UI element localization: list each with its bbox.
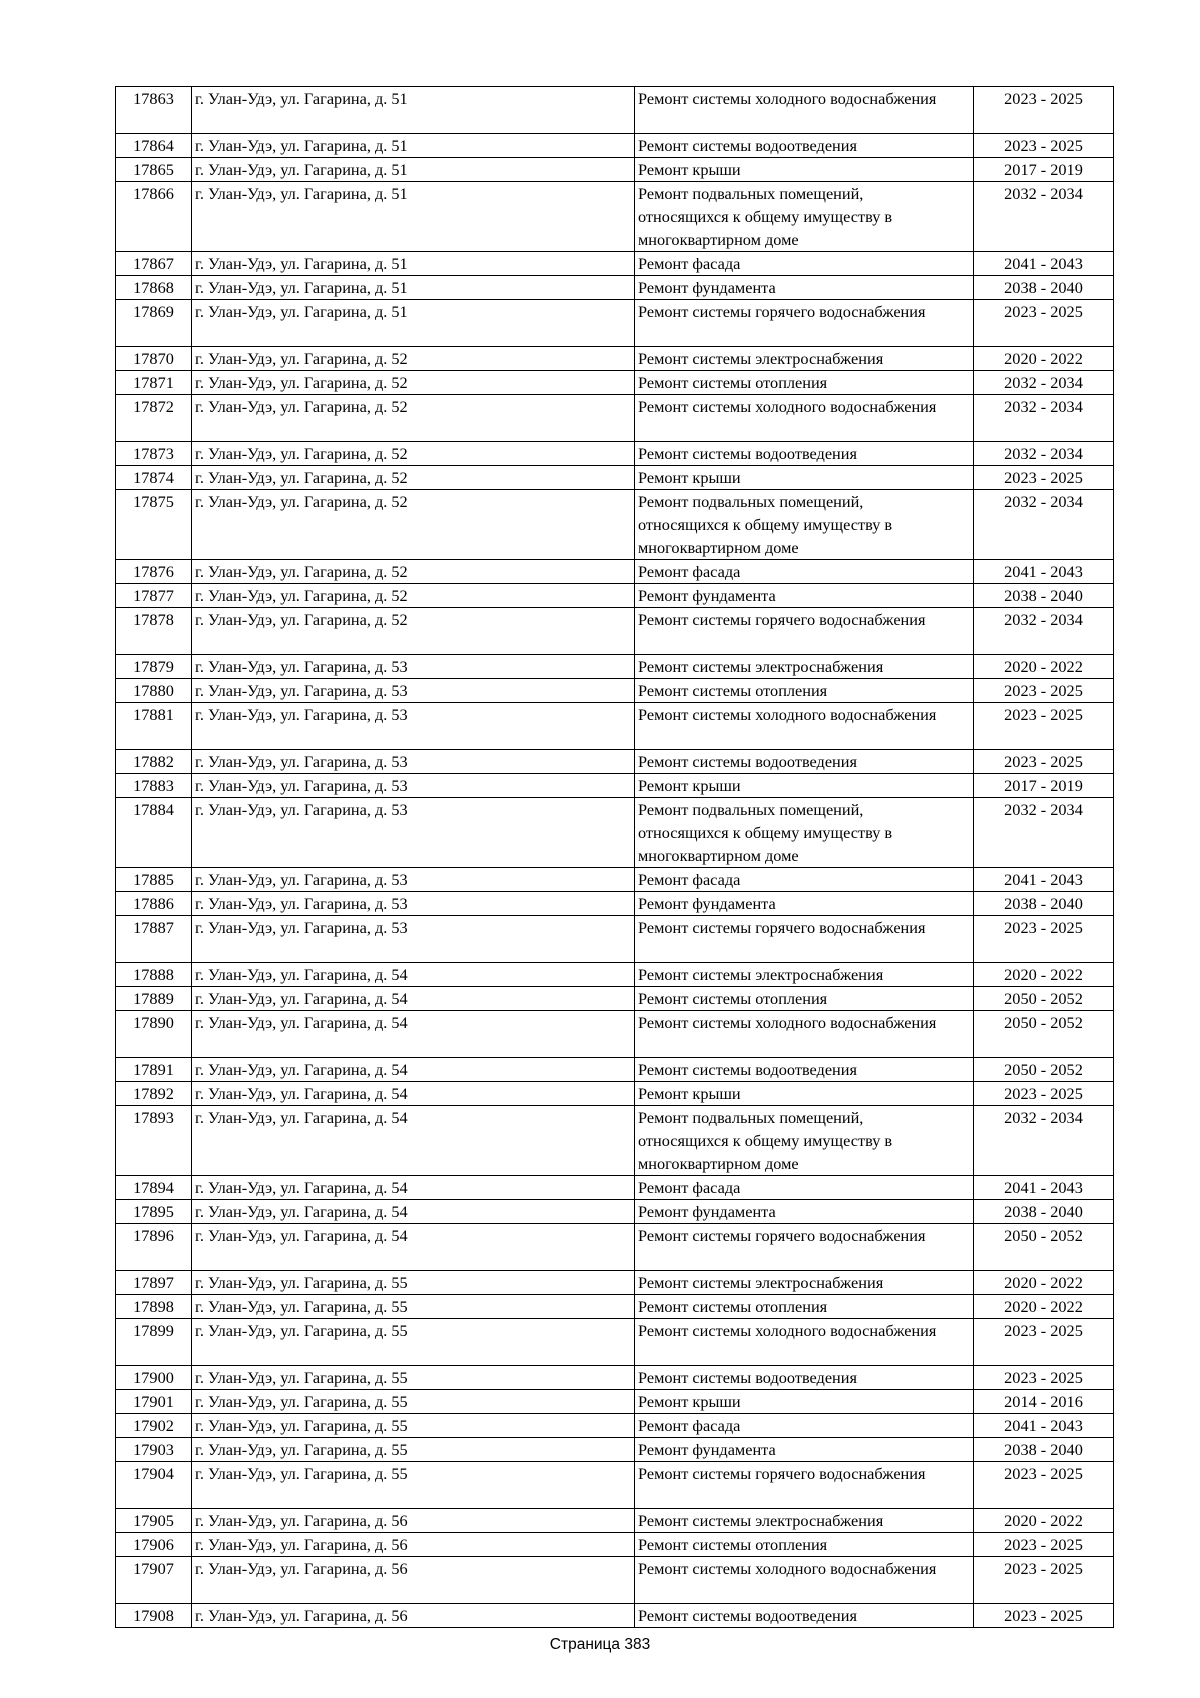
table-row [116, 1176, 1114, 1200]
table-row [116, 584, 1114, 608]
row-number-cell: 17866 [116, 182, 192, 252]
work-type-cell: Ремонт системы водоотведения [635, 1366, 974, 1390]
table-row [116, 300, 1114, 347]
address-cell: г. Улан-Удэ, ул. Гагарина, д. 54 [192, 1082, 635, 1106]
address-cell: г. Улан-Удэ, ул. Гагарина, д. 54 [192, 987, 635, 1011]
work-type-cell: Ремонт системы холодного водоснабжения [635, 395, 974, 442]
row-number-cell: 17869 [116, 300, 192, 347]
period-cell: 2032 - 2034 [974, 182, 1114, 252]
table-row [116, 1106, 1114, 1176]
address-cell: г. Улан-Удэ, ул. Гагарина, д. 53 [192, 655, 635, 679]
row-number-cell: 17902 [116, 1414, 192, 1438]
table-row [116, 1224, 1114, 1271]
address-cell: г. Улан-Удэ, ул. Гагарина, д. 52 [192, 466, 635, 490]
table-row [116, 868, 1114, 892]
work-type-cell: Ремонт фасада [635, 868, 974, 892]
table-row [116, 347, 1114, 371]
row-number-cell: 17884 [116, 798, 192, 868]
period-cell: 2020 - 2022 [974, 1271, 1114, 1295]
work-type-cell: Ремонт системы горячего водоснабжения [635, 300, 974, 347]
address-cell: г. Улан-Удэ, ул. Гагарина, д. 52 [192, 347, 635, 371]
work-type-cell: Ремонт подвальных помещений, относящихся к общему имуществу в многоквартирном доме [635, 1106, 974, 1176]
table-row [116, 1082, 1114, 1106]
row-number-cell: 17886 [116, 892, 192, 916]
address-cell: г. Улан-Удэ, ул. Гагарина, д. 51 [192, 182, 635, 252]
period-cell: 2020 - 2022 [974, 1509, 1114, 1533]
period-cell: 2038 - 2040 [974, 276, 1114, 300]
table-row [116, 134, 1114, 158]
period-cell: 2038 - 2040 [974, 1200, 1114, 1224]
address-cell: г. Улан-Удэ, ул. Гагарина, д. 55 [192, 1414, 635, 1438]
work-type-cell: Ремонт системы водоотведения [635, 134, 974, 158]
row-number-cell: 17880 [116, 679, 192, 703]
work-type-cell: Ремонт системы холодного водоснабжения [635, 1557, 974, 1604]
address-cell: г. Улан-Удэ, ул. Гагарина, д. 53 [192, 750, 635, 774]
table-row [116, 182, 1114, 252]
address-cell: г. Улан-Удэ, ул. Гагарина, д. 53 [192, 916, 635, 963]
row-number-cell: 17898 [116, 1295, 192, 1319]
table-row [116, 87, 1114, 134]
work-type-cell: Ремонт подвальных помещений, относящихся к общему имуществу в многоквартирном доме [635, 182, 974, 252]
table-row [116, 1509, 1114, 1533]
address-cell: г. Улан-Удэ, ул. Гагарина, д. 52 [192, 560, 635, 584]
table-row [116, 490, 1114, 560]
row-number-cell: 17863 [116, 87, 192, 134]
row-number-cell: 17890 [116, 1011, 192, 1058]
period-cell: 2041 - 2043 [974, 1414, 1114, 1438]
work-type-cell: Ремонт системы электроснабжения [635, 1271, 974, 1295]
row-number-cell: 17873 [116, 442, 192, 466]
row-number-cell: 17892 [116, 1082, 192, 1106]
period-cell: 2050 - 2052 [974, 987, 1114, 1011]
address-cell: г. Улан-Удэ, ул. Гагарина, д. 54 [192, 1176, 635, 1200]
table-row [116, 252, 1114, 276]
period-cell: 2032 - 2034 [974, 1106, 1114, 1176]
work-type-cell: Ремонт фасада [635, 560, 974, 584]
address-cell: г. Улан-Удэ, ул. Гагарина, д. 54 [192, 1106, 635, 1176]
row-number-cell: 17881 [116, 703, 192, 750]
work-type-cell: Ремонт системы отопления [635, 1295, 974, 1319]
work-type-cell: Ремонт системы электроснабжения [635, 963, 974, 987]
period-cell: 2023 - 2025 [974, 679, 1114, 703]
period-cell: 2032 - 2034 [974, 395, 1114, 442]
period-cell: 2023 - 2025 [974, 466, 1114, 490]
table-row [116, 703, 1114, 750]
table-row [116, 1366, 1114, 1390]
table-row [116, 679, 1114, 703]
address-cell: г. Улан-Удэ, ул. Гагарина, д. 52 [192, 608, 635, 655]
row-number-cell: 17885 [116, 868, 192, 892]
address-cell: г. Улан-Удэ, ул. Гагарина, д. 53 [192, 892, 635, 916]
work-type-cell: Ремонт подвальных помещений, относящихся к общему имуществу в многоквартирном доме [635, 490, 974, 560]
period-cell: 2032 - 2034 [974, 608, 1114, 655]
address-cell: г. Улан-Удэ, ул. Гагарина, д. 54 [192, 1058, 635, 1082]
address-cell: г. Улан-Удэ, ул. Гагарина, д. 51 [192, 252, 635, 276]
row-number-cell: 17889 [116, 987, 192, 1011]
work-type-cell: Ремонт системы холодного водоснабжения [635, 1319, 974, 1366]
table-row [116, 395, 1114, 442]
table-row [116, 608, 1114, 655]
table-row [116, 963, 1114, 987]
table-row [116, 892, 1114, 916]
work-type-cell: Ремонт фундамента [635, 276, 974, 300]
work-type-cell: Ремонт системы отопления [635, 679, 974, 703]
row-number-cell: 17871 [116, 371, 192, 395]
work-type-cell: Ремонт системы водоотведения [635, 442, 974, 466]
period-cell: 2020 - 2022 [974, 963, 1114, 987]
address-cell: г. Улан-Удэ, ул. Гагарина, д. 55 [192, 1319, 635, 1366]
row-number-cell: 17903 [116, 1438, 192, 1462]
period-cell: 2023 - 2025 [974, 1557, 1114, 1604]
work-type-cell: Ремонт фундамента [635, 584, 974, 608]
work-type-cell: Ремонт крыши [635, 1390, 974, 1414]
address-cell: г. Улан-Удэ, ул. Гагарина, д. 55 [192, 1390, 635, 1414]
period-cell: 2023 - 2025 [974, 134, 1114, 158]
row-number-cell: 17879 [116, 655, 192, 679]
row-number-cell: 17891 [116, 1058, 192, 1082]
row-number-cell: 17906 [116, 1533, 192, 1557]
address-cell: г. Улан-Удэ, ул. Гагарина, д. 55 [192, 1462, 635, 1509]
work-type-cell: Ремонт системы водоотведения [635, 750, 974, 774]
row-number-cell: 17872 [116, 395, 192, 442]
table-row [116, 1604, 1114, 1628]
work-type-cell: Ремонт крыши [635, 774, 974, 798]
table-row [116, 1462, 1114, 1509]
work-type-cell: Ремонт фундамента [635, 892, 974, 916]
row-number-cell: 17905 [116, 1509, 192, 1533]
row-number-cell: 17896 [116, 1224, 192, 1271]
work-type-cell: Ремонт фундамента [635, 1200, 974, 1224]
row-number-cell: 17887 [116, 916, 192, 963]
address-cell: г. Улан-Удэ, ул. Гагарина, д. 55 [192, 1271, 635, 1295]
row-number-cell: 17865 [116, 158, 192, 182]
address-cell: г. Улан-Удэ, ул. Гагарина, д. 51 [192, 158, 635, 182]
period-cell: 2032 - 2034 [974, 442, 1114, 466]
page-number: Страница 383 [549, 1636, 651, 1653]
table-row [116, 655, 1114, 679]
address-cell: г. Улан-Удэ, ул. Гагарина, д. 55 [192, 1366, 635, 1390]
table-row [116, 442, 1114, 466]
table-row [116, 371, 1114, 395]
period-cell: 2014 - 2016 [974, 1390, 1114, 1414]
table-row [116, 1414, 1114, 1438]
row-number-cell: 17901 [116, 1390, 192, 1414]
table-row [116, 1557, 1114, 1604]
row-number-cell: 17868 [116, 276, 192, 300]
table-row [116, 1319, 1114, 1366]
row-number-cell: 17888 [116, 963, 192, 987]
row-number-cell: 17904 [116, 1462, 192, 1509]
table-row [116, 916, 1114, 963]
table-row [116, 466, 1114, 490]
row-number-cell: 17882 [116, 750, 192, 774]
period-cell: 2023 - 2025 [974, 87, 1114, 134]
address-cell: г. Улан-Удэ, ул. Гагарина, д. 52 [192, 395, 635, 442]
table-row [116, 987, 1114, 1011]
table-row [116, 1058, 1114, 1082]
row-number-cell: 17899 [116, 1319, 192, 1366]
period-cell: 2020 - 2022 [974, 1295, 1114, 1319]
period-cell: 2050 - 2052 [974, 1224, 1114, 1271]
work-type-cell: Ремонт системы отопления [635, 371, 974, 395]
period-cell: 2020 - 2022 [974, 347, 1114, 371]
address-cell: г. Улан-Удэ, ул. Гагарина, д. 52 [192, 371, 635, 395]
work-type-cell: Ремонт системы холодного водоснабжения [635, 87, 974, 134]
table-row [116, 1011, 1114, 1058]
table-row [116, 560, 1114, 584]
work-type-cell: Ремонт системы отопления [635, 1533, 974, 1557]
period-cell: 2038 - 2040 [974, 892, 1114, 916]
period-cell: 2017 - 2019 [974, 158, 1114, 182]
address-cell: г. Улан-Удэ, ул. Гагарина, д. 53 [192, 868, 635, 892]
table-row [116, 1533, 1114, 1557]
address-cell: г. Улан-Удэ, ул. Гагарина, д. 54 [192, 1224, 635, 1271]
address-cell: г. Улан-Удэ, ул. Гагарина, д. 53 [192, 703, 635, 750]
period-cell: 2023 - 2025 [974, 300, 1114, 347]
work-type-cell: Ремонт системы холодного водоснабжения [635, 703, 974, 750]
table-row [116, 1438, 1114, 1462]
period-cell: 2041 - 2043 [974, 252, 1114, 276]
table-row [116, 750, 1114, 774]
period-cell: 2050 - 2052 [974, 1011, 1114, 1058]
address-cell: г. Улан-Удэ, ул. Гагарина, д. 51 [192, 134, 635, 158]
period-cell: 2023 - 2025 [974, 916, 1114, 963]
row-number-cell: 17900 [116, 1366, 192, 1390]
table-row [116, 276, 1114, 300]
work-type-cell: Ремонт системы горячего водоснабжения [635, 608, 974, 655]
work-type-cell: Ремонт системы электроснабжения [635, 1509, 974, 1533]
row-number-cell: 17877 [116, 584, 192, 608]
period-cell: 2041 - 2043 [974, 1176, 1114, 1200]
work-type-cell: Ремонт системы горячего водоснабжения [635, 1224, 974, 1271]
period-cell: 2023 - 2025 [974, 750, 1114, 774]
row-number-cell: 17876 [116, 560, 192, 584]
work-type-cell: Ремонт системы электроснабжения [635, 655, 974, 679]
address-cell: г. Улан-Удэ, ул. Гагарина, д. 51 [192, 87, 635, 134]
work-type-cell: Ремонт фасада [635, 1414, 974, 1438]
work-type-cell: Ремонт фасада [635, 1176, 974, 1200]
row-number-cell: 17895 [116, 1200, 192, 1224]
work-type-cell: Ремонт фундамента [635, 1438, 974, 1462]
repair-schedule-table [115, 86, 1114, 1628]
period-cell: 2032 - 2034 [974, 798, 1114, 868]
work-type-cell: Ремонт системы водоотведения [635, 1604, 974, 1628]
table-row [116, 158, 1114, 182]
address-cell: г. Улан-Удэ, ул. Гагарина, д. 56 [192, 1533, 635, 1557]
period-cell: 2050 - 2052 [974, 1058, 1114, 1082]
table-row [116, 1200, 1114, 1224]
row-number-cell: 17897 [116, 1271, 192, 1295]
period-cell: 2023 - 2025 [974, 1319, 1114, 1366]
table-row [116, 1390, 1114, 1414]
address-cell: г. Улан-Удэ, ул. Гагарина, д. 56 [192, 1557, 635, 1604]
address-cell: г. Улан-Удэ, ул. Гагарина, д. 54 [192, 1200, 635, 1224]
work-type-cell: Ремонт подвальных помещений, относящихся к общему имуществу в многоквартирном доме [635, 798, 974, 868]
address-cell: г. Улан-Удэ, ул. Гагарина, д. 53 [192, 774, 635, 798]
work-type-cell: Ремонт фасада [635, 252, 974, 276]
address-cell: г. Улан-Удэ, ул. Гагарина, д. 51 [192, 276, 635, 300]
address-cell: г. Улан-Удэ, ул. Гагарина, д. 54 [192, 963, 635, 987]
table-row [116, 1295, 1114, 1319]
address-cell: г. Улан-Удэ, ул. Гагарина, д. 52 [192, 490, 635, 560]
address-cell: г. Улан-Удэ, ул. Гагарина, д. 55 [192, 1438, 635, 1462]
work-type-cell: Ремонт системы водоотведения [635, 1058, 974, 1082]
period-cell: 2023 - 2025 [974, 1533, 1114, 1557]
period-cell: 2023 - 2025 [974, 1462, 1114, 1509]
period-cell: 2023 - 2025 [974, 1604, 1114, 1628]
row-number-cell: 17874 [116, 466, 192, 490]
work-type-cell: Ремонт системы горячего водоснабжения [635, 916, 974, 963]
period-cell: 2038 - 2040 [974, 584, 1114, 608]
work-type-cell: Ремонт системы электроснабжения [635, 347, 974, 371]
row-number-cell: 17878 [116, 608, 192, 655]
row-number-cell: 17864 [116, 134, 192, 158]
work-type-cell: Ремонт системы холодного водоснабжения [635, 1011, 974, 1058]
address-cell: г. Улан-Удэ, ул. Гагарина, д. 56 [192, 1604, 635, 1628]
row-number-cell: 17867 [116, 252, 192, 276]
row-number-cell: 17894 [116, 1176, 192, 1200]
period-cell: 2032 - 2034 [974, 490, 1114, 560]
row-number-cell: 17875 [116, 490, 192, 560]
address-cell: г. Улан-Удэ, ул. Гагарина, д. 55 [192, 1295, 635, 1319]
work-type-cell: Ремонт системы горячего водоснабжения [635, 1462, 974, 1509]
row-number-cell: 17893 [116, 1106, 192, 1176]
row-number-cell: 17908 [116, 1604, 192, 1628]
row-number-cell: 17883 [116, 774, 192, 798]
address-cell: г. Улан-Удэ, ул. Гагарина, д. 52 [192, 442, 635, 466]
address-cell: г. Улан-Удэ, ул. Гагарина, д. 53 [192, 798, 635, 868]
address-cell: г. Улан-Удэ, ул. Гагарина, д. 53 [192, 679, 635, 703]
address-cell: г. Улан-Удэ, ул. Гагарина, д. 52 [192, 584, 635, 608]
period-cell: 2041 - 2043 [974, 868, 1114, 892]
period-cell: 2023 - 2025 [974, 1366, 1114, 1390]
row-number-cell: 17907 [116, 1557, 192, 1604]
period-cell: 2017 - 2019 [974, 774, 1114, 798]
work-type-cell: Ремонт крыши [635, 466, 974, 490]
table-body [116, 87, 1114, 1628]
address-cell: г. Улан-Удэ, ул. Гагарина, д. 56 [192, 1509, 635, 1533]
period-cell: 2032 - 2034 [974, 371, 1114, 395]
address-cell: г. Улан-Удэ, ул. Гагарина, д. 54 [192, 1011, 635, 1058]
row-number-cell: 17870 [116, 347, 192, 371]
address-cell: г. Улан-Удэ, ул. Гагарина, д. 51 [192, 300, 635, 347]
work-type-cell: Ремонт крыши [635, 158, 974, 182]
table-row [116, 798, 1114, 868]
table-row [116, 1271, 1114, 1295]
work-type-cell: Ремонт системы отопления [635, 987, 974, 1011]
period-cell: 2038 - 2040 [974, 1438, 1114, 1462]
period-cell: 2041 - 2043 [974, 560, 1114, 584]
period-cell: 2023 - 2025 [974, 1082, 1114, 1106]
table-row [116, 774, 1114, 798]
period-cell: 2023 - 2025 [974, 703, 1114, 750]
work-type-cell: Ремонт крыши [635, 1082, 974, 1106]
period-cell: 2020 - 2022 [974, 655, 1114, 679]
